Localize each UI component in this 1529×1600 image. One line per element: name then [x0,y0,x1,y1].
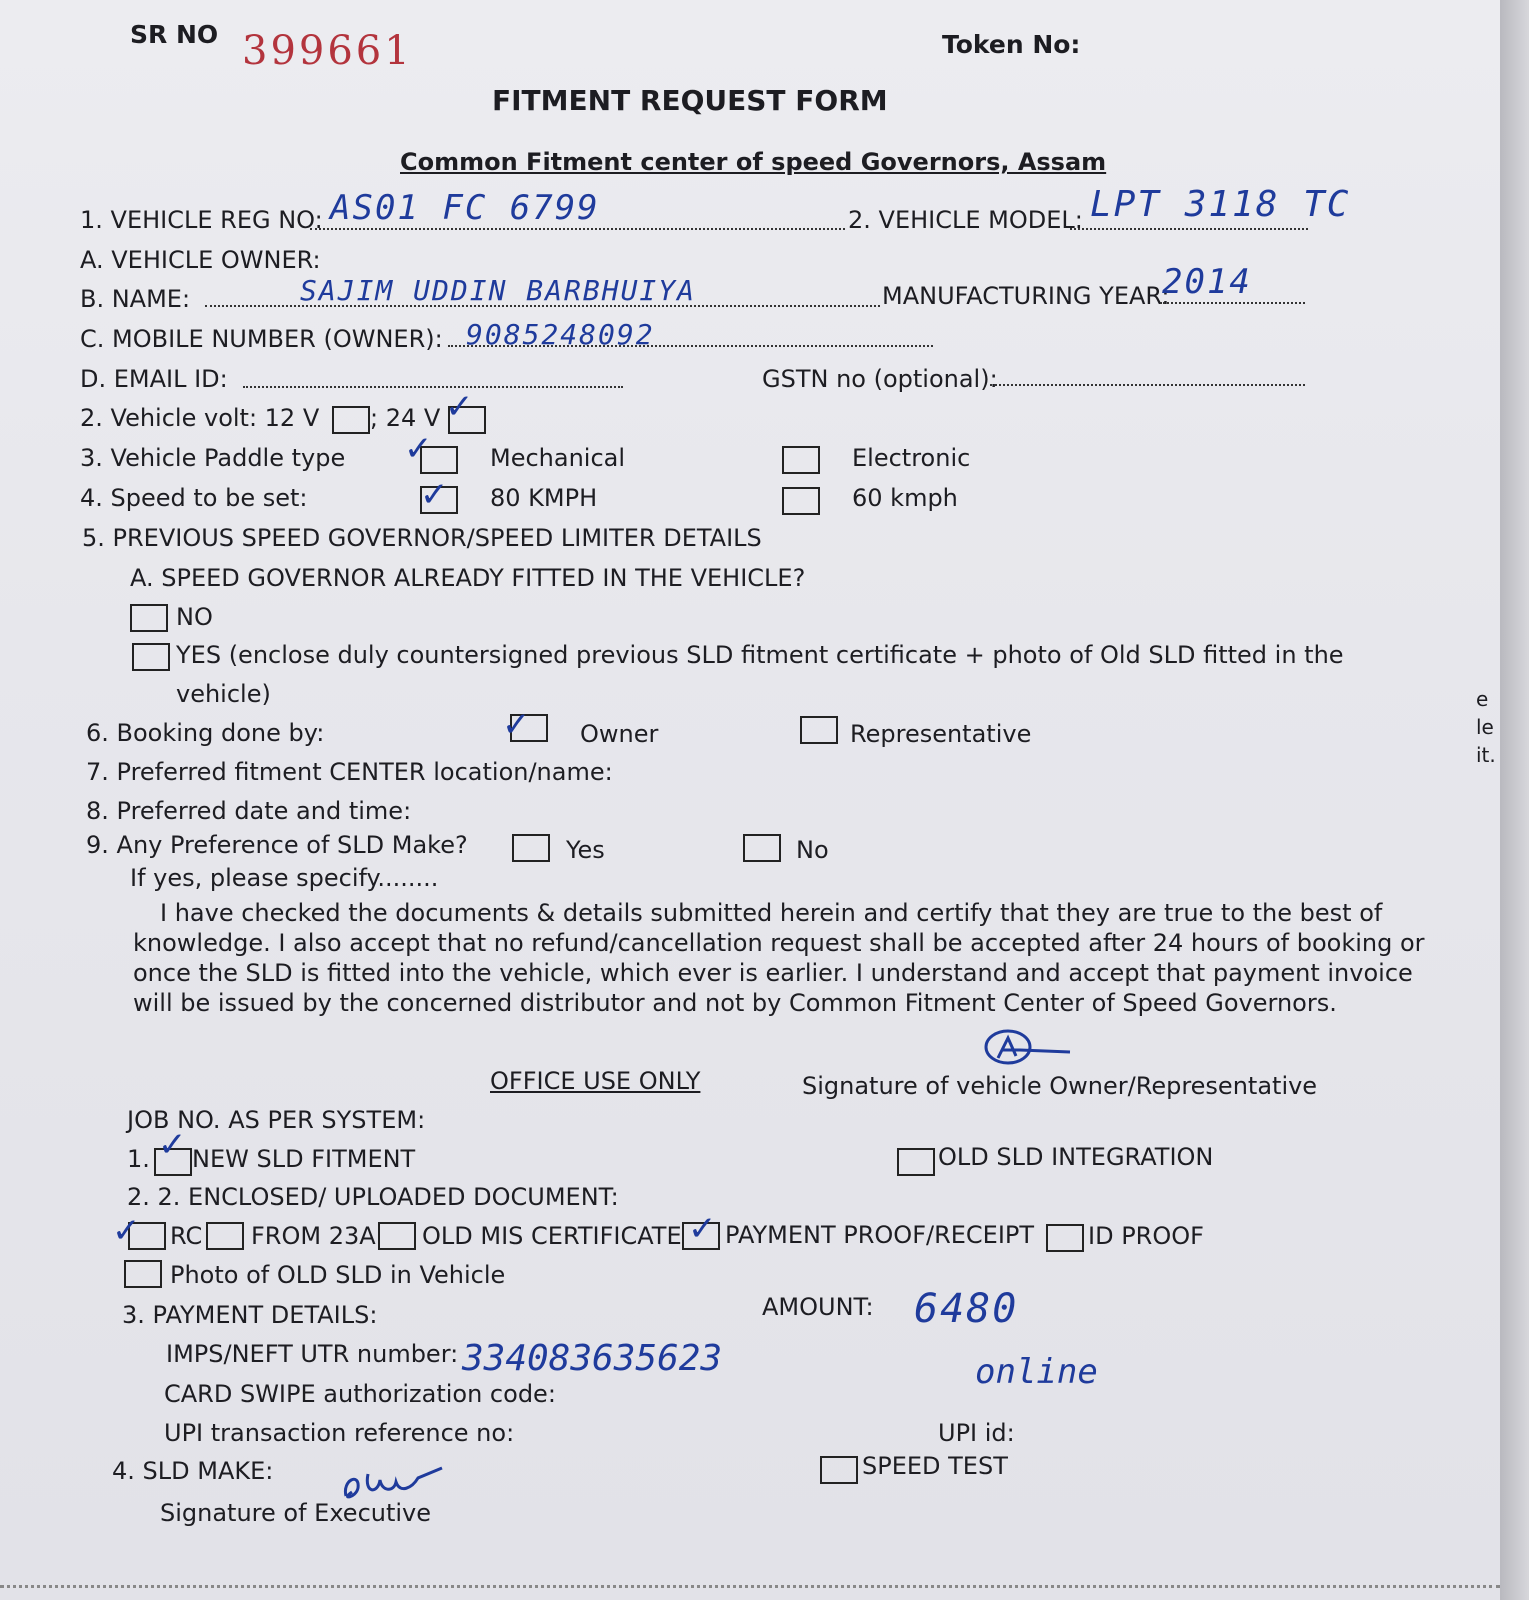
doc-mis-label: OLD MIS CERTIFICATE [422,1222,682,1250]
enclosed-label: 2. 2. ENCLOSED/ UPLOADED DOCUMENT: [127,1183,619,1211]
paddle-electronic-label: Electronic [852,444,971,472]
card-swipe-label: CARD SWIPE authorization code: [164,1380,556,1408]
booking-representative-label: Representative [850,720,1032,748]
doc-mis-checkbox[interactable] [378,1222,416,1250]
make-no-label: No [796,836,829,864]
page-edge [1500,0,1529,1600]
speed-test-label: SPEED TEST [862,1452,1008,1480]
make-pref-label: 9. Any Preference of SLD Make? [86,831,468,859]
doc-23a-label: FROM 23A [251,1222,376,1250]
owner-signature-label: Signature of vehicle Owner/Representative [802,1072,1318,1100]
doc-photo-label: Photo of OLD SLD in Vehicle [170,1261,506,1289]
office-use-heading: OFFICE USE ONLY [490,1067,701,1095]
gstn-line [990,384,1305,386]
paddle-mechanical-tick-icon: ✓ [404,429,433,469]
doc-id-label: ID PROOF [1088,1222,1204,1250]
volt-12-checkbox[interactable] [332,406,370,434]
volt-24-label: ; 24 V [370,404,441,432]
upi-ref-label: UPI transaction reference no: [164,1419,515,1447]
vehicle-model-label: 2. VEHICLE MODEL: [848,206,1083,234]
booking-representative-checkbox[interactable] [800,716,838,744]
speed-60-label: 60 kmph [852,484,958,512]
specify-label: If yes, please specify........ [130,864,439,892]
old-sld-label: OLD SLD INTEGRATION [938,1143,1214,1171]
token-label: Token No: [942,30,1081,59]
booking-owner-tick-icon: ✓ [502,705,531,745]
prev-sld-no-label: NO [176,603,213,631]
payment-label: 3. PAYMENT DETAILS: [122,1301,378,1329]
utr-value: 334083635623 [462,1338,723,1379]
doc-payment-tick-icon: ✓ [688,1209,717,1249]
amount-label: AMOUNT: [762,1293,874,1321]
bottom-perforation [0,1585,1500,1588]
declaration-line-4: will be issued by the concerned distributor and not by Common Fitment Center of Speed Governors. [133,989,1337,1017]
amount-value: 6480 [914,1286,1019,1332]
doc-payment-label: PAYMENT PROOF/RECEIPT [725,1221,1035,1249]
prev-sld-yes-label: YES (enclose duly countersigned previous SLD fitment certificate + photo of Old SLD fitted in the [176,641,1344,669]
new-sld-tick-icon: ✓ [158,1125,187,1165]
prev-sld-yes-cont: vehicle) [176,680,271,708]
sld-make-label: 4. SLD MAKE: [112,1457,274,1485]
vehicle-reg-value: AS01 FC 6799 [330,188,600,228]
speed-60-checkbox[interactable] [782,487,820,515]
side-fragment-1: e [1476,687,1489,711]
mobile-value: 9085248092 [466,318,655,351]
mfg-year-label: MANUFACTURING YEAR: [882,282,1170,310]
vehicle-model-value: LPT 3118 TC [1090,184,1351,225]
job-1-prefix: 1. [127,1145,150,1173]
paddle-label: 3. Vehicle Paddle type [80,444,346,472]
utr-label: IMPS/NEFT UTR number: [166,1340,459,1368]
sr-no-label: SR NO [130,20,219,49]
gstn-label: GSTN no (optional): [762,365,998,393]
old-sld-checkbox[interactable] [897,1148,935,1176]
doc-id-checkbox[interactable] [1046,1224,1084,1252]
vehicle-reg-label: 1. VEHICLE REG NO: [80,206,323,234]
declaration-line-2: knowledge. I also accept that no refund/cancellation request shall be accepted after 24 hours of booking or [133,929,1425,957]
prev-sld-label: 5. PREVIOUS SPEED GOVERNOR/SPEED LIMITER DETAILS [82,524,762,552]
form-subtitle: Common Fitment center of speed Governors, Assam [400,148,1107,176]
volt-label: 2. Vehicle volt: 12 V [80,404,320,432]
form-title: FITMENT REQUEST FORM [492,84,888,117]
date-label: 8. Preferred date and time: [86,797,412,825]
mfg-year-value: 2014 [1162,262,1252,302]
name-label: B. NAME: [80,285,191,313]
name-value: SAJIM UDDIN BARBHUIYA [300,274,697,307]
email-line [243,386,623,388]
prev-sld-yes-checkbox[interactable] [132,643,170,671]
job-no-label: JOB NO. AS PER SYSTEM: [127,1106,426,1134]
owner-signature [980,1020,1080,1070]
online-note: online [975,1352,1098,1392]
declaration-line-3: once the SLD is fitted into the vehicle, which ever is earlier. I understand and accept that payment invoice [133,959,1413,987]
booking-owner-label: Owner [580,720,659,748]
vehicle-reg-line [310,228,845,230]
doc-photo-checkbox[interactable] [124,1260,162,1288]
speed-80-tick-icon: ✓ [420,475,449,515]
paddle-electronic-checkbox[interactable] [782,446,820,474]
side-fragment-3: it. [1476,743,1496,767]
doc-rc-tick-icon: ✓ [112,1211,141,1251]
mobile-label: C. MOBILE NUMBER (OWNER): [80,325,443,353]
upi-id-label: UPI id: [938,1419,1015,1447]
prev-sld-question: A. SPEED GOVERNOR ALREADY FITTED IN THE VEHICLE? [130,564,806,592]
side-fragment-2: le [1476,715,1494,739]
doc-23a-checkbox[interactable] [206,1222,244,1250]
executive-signature-label: Signature of Executive [160,1499,432,1527]
booking-label: 6. Booking done by: [86,719,325,747]
doc-rc-label: RC [170,1222,203,1250]
make-no-checkbox[interactable] [743,834,781,862]
email-label: D. EMAIL ID: [80,365,228,393]
prev-sld-no-checkbox[interactable] [130,604,168,632]
sr-no-value: 399661 [242,28,413,74]
paddle-mechanical-label: Mechanical [490,444,626,472]
mfg-year-line [1160,302,1305,304]
center-label: 7. Preferred fitment CENTER location/name: [86,758,613,786]
declaration-line-1: I have checked the documents & details submitted herein and certify that they are true to the best of [160,899,1383,927]
volt-24-tick-icon: ✓ [445,387,474,427]
speed-80-label: 80 KMPH [490,484,598,512]
vehicle-model-line [1070,228,1308,230]
speed-label: 4. Speed to be set: [80,484,308,512]
new-sld-label: NEW SLD FITMENT [192,1145,416,1173]
make-yes-checkbox[interactable] [512,834,550,862]
vehicle-owner-label: A. VEHICLE OWNER: [80,246,321,274]
make-yes-label: Yes [566,836,605,864]
speed-test-checkbox[interactable] [820,1456,858,1484]
